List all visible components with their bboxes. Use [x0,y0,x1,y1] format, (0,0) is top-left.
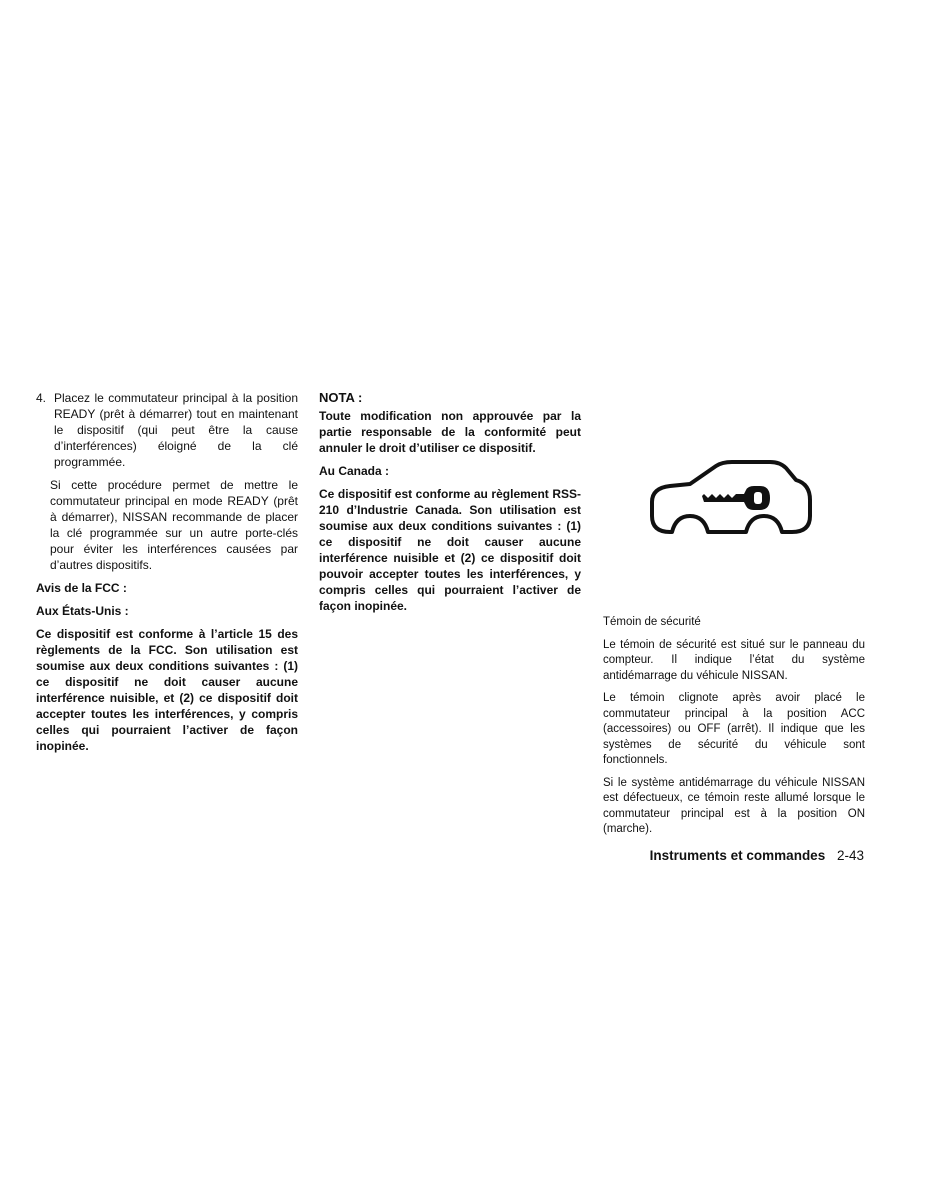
nota-text: Toute modification non approuvée par la partie responsable de la conformité peut annuler le droit d’utiliser ce dispositif. [319,409,581,455]
us-heading: Aux États-Unis : [36,604,129,618]
page-number: 2-43 [836,848,864,863]
us-compliance-text: Ce dispositif est conforme à l’article 15 des règlements de la FCC. Son utilisation est soumise aux deux conditions suivantes : (1) ce dispositif ne doit causer aucune interférence nuisible, et (2) ce dispositif doit accepter toutes les interférences, y compris celles qui pourraient l’activer de façon inopinée. [36,627,298,753]
followup-paragraph: Si cette procédure permet de mettre le commutateur principal en mode READY (prêt à démarrer), NISSAN recommande de placer la clé programmée sur un autre porte-clés pour éviter les interférences causées par d’autres dispositifs. [50,478,298,572]
middle-column [319,390,581,621]
car-with-key-icon [646,458,814,538]
list-item-number: 4. [36,391,47,405]
nota-heading: NOTA : [319,390,363,405]
footer-section-title: Instruments et commandes [649,848,826,863]
paragraph-2: Le témoin clignote après avoir placé le commutateur principal à la position ACC (accessoires) ou OFF (arrêt). Il indique que les systèmes de sécurité du véhicule sont fonctionnels. [603,692,865,766]
page-footer [560,848,864,863]
canada-compliance-text: Ce dispositif est conforme au règlement RSS-210 d’Industrie Canada. Son utilisation est soumise aux deux conditions suivantes : (1) ce dispositif ne doit causer aucune interférence nuisible et (2) ce dispositif doit pouvoir accepter toutes les interférences, y compris celles qui pourraient l’activer de façon inopinée. [319,487,581,613]
paragraph-3: Si le système antidémarrage du véhicule NISSAN est défectueux, ce témoin reste allumé lorsque le commutateur principal est à la position ON (marche). [603,776,865,835]
list-item-4 [36,390,298,470]
right-column [603,615,865,845]
canada-heading: Au Canada : [319,464,390,478]
section-heading: Témoin de sécurité [603,616,701,628]
list-item-text: Placez le commutateur principal à la position READY (prêt à démarrer) tout en maintenant le dispositif (qui peut être la cause d’interférences) éloigné de la clé programmée. [54,391,298,469]
left-column [36,390,298,761]
fcc-heading: Avis de la FCC : [36,581,127,595]
paragraph-1: Le témoin de sécurité est situé sur le panneau du compteur. Il indique l’état du système antidémarrage du véhicule NISSAN. [603,638,865,682]
